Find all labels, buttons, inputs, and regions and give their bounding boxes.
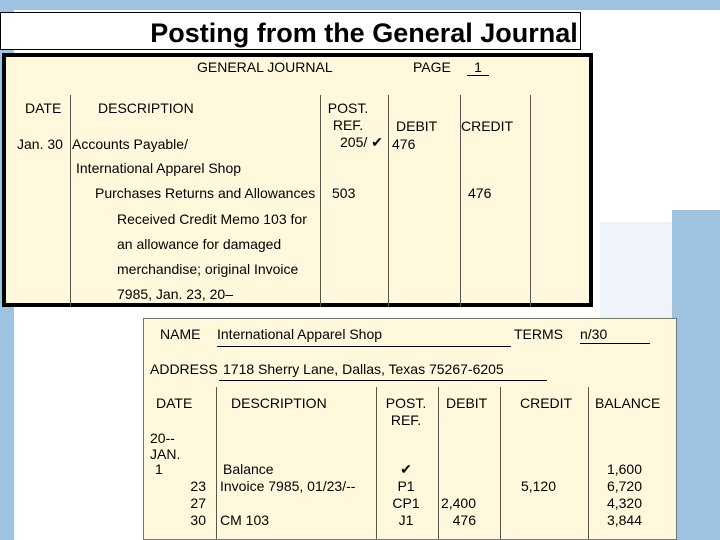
journal-heading: GENERAL JOURNAL: [197, 59, 333, 75]
journal-header-post-ref: POST.: [327, 100, 369, 116]
journal-page-label: PAGE: [413, 59, 451, 75]
journal-entry-credit-ref: 503: [332, 185, 356, 201]
ledger-header-credit: CREDIT: [520, 395, 573, 411]
ledger-row-description: Invoice 7985, 01/23/--: [220, 478, 356, 494]
ledger-row-post-ref: CP1: [392, 495, 420, 511]
ledger-column-divider: [500, 387, 501, 539]
ledger-row-balance: 6,720: [606, 478, 642, 494]
slide-title: Posting from the General Journal: [150, 18, 578, 48]
journal-header-debit: DEBIT: [396, 118, 438, 134]
journal-entry-memo-line: 7985, Jan. 23, 20–: [117, 286, 233, 302]
ledger-row-post-ref: P1: [397, 478, 415, 494]
ledger-row-day: 23: [190, 478, 206, 494]
journal-column-divider: [388, 95, 389, 307]
ledger-row-credit: 5,120: [520, 478, 556, 494]
ledger-row-day: 27: [190, 495, 206, 511]
journal-entry-debit-account: Accounts Payable/: [72, 136, 188, 152]
ledger-row-post-ref: J1: [398, 512, 414, 528]
ledger-row-balance: 4,320: [606, 495, 642, 511]
ledger-column-divider: [216, 387, 217, 539]
ledger-address-underline: [219, 380, 547, 381]
decorative-top-bar: [14, 0, 720, 10]
journal-entry-debit-ref: 205/ ✔: [340, 134, 383, 150]
journal-header-credit: CREDIT: [461, 118, 514, 134]
ledger-row-debit: 2,400: [440, 495, 476, 511]
ledger-row-balance: 3,844: [606, 512, 642, 528]
journal-header-post-ref-2: REF.: [332, 117, 364, 133]
ledger-row-day: 30: [190, 512, 206, 528]
journal-entry-memo-line: an allowance for damaged: [117, 236, 282, 252]
ledger-header-post-ref: POST.: [385, 395, 427, 411]
ledger-terms-label: TERMS: [514, 326, 563, 342]
ledger-header-debit: DEBIT: [446, 395, 488, 411]
ledger-row-debit: 476: [452, 512, 476, 528]
journal-entry-subsidiary-account: International Apparel Shop: [76, 160, 242, 176]
ledger-month: JAN.: [150, 446, 181, 462]
ledger-header-description: DESCRIPTION: [231, 395, 327, 411]
journal-column-divider: [70, 95, 71, 307]
ledger-year: 20--: [150, 430, 175, 446]
journal-entry-credit-account: Purchases Returns and Allowances: [95, 185, 316, 201]
ledger-terms-underline: [580, 343, 650, 344]
ledger-name-label: NAME: [160, 326, 201, 342]
ledger-header-post-ref-2: REF.: [390, 412, 422, 428]
ledger-terms-value: n/30: [580, 326, 608, 342]
ledger-column-divider: [376, 387, 377, 539]
ledger-header-balance: BALANCE: [595, 395, 661, 411]
decorative-right-bar: [672, 210, 720, 540]
journal-column-divider: [530, 95, 531, 307]
journal-entry-memo-line: Received Credit Memo 103 for: [117, 211, 307, 227]
ledger-address-value: 1718 Sherry Lane, Dallas, Texas 75267-6205: [223, 361, 504, 377]
journal-header-date: DATE: [25, 100, 62, 116]
ledger-row-description: CM 103: [220, 512, 270, 528]
journal-entry-date: Jan. 30: [17, 136, 63, 152]
ledger-name-underline: [217, 346, 511, 347]
journal-page-number: 1: [467, 59, 489, 76]
ledger-address-label: ADDRESS: [150, 361, 218, 377]
ledger-row-day: 1: [155, 461, 163, 477]
ledger-row-post-ref: ✔: [400, 461, 412, 477]
journal-entry-debit-amount: 476: [392, 136, 416, 152]
ledger-header-date: DATE: [156, 395, 193, 411]
journal-entry-memo-line: merchandise; original Invoice: [117, 261, 299, 277]
journal-header-description: DESCRIPTION: [98, 100, 194, 116]
ledger-row-description: Balance: [223, 461, 274, 477]
journal-entry-credit-amount: 476: [468, 185, 492, 201]
ledger-row-balance: 1,600: [606, 461, 642, 477]
ledger-name-value: International Apparel Shop: [217, 326, 383, 342]
